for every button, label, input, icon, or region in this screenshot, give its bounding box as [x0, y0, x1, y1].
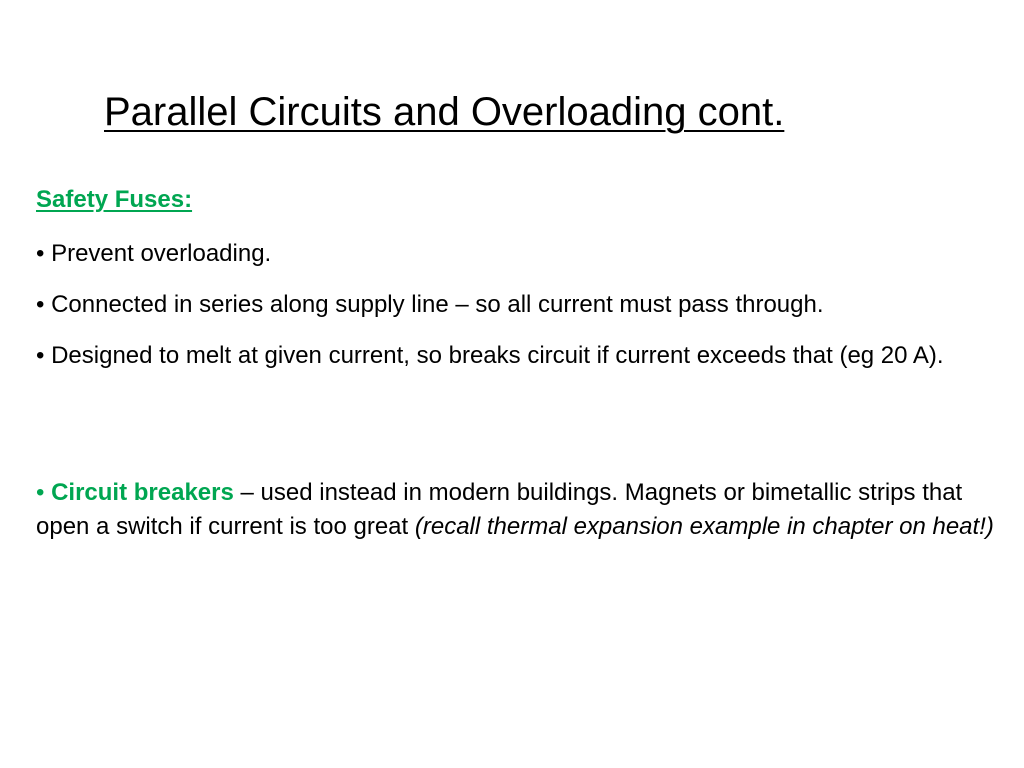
- circuit-breakers-term: Circuit breakers: [51, 479, 234, 506]
- slide-title: Parallel Circuits and Overloading cont.: [104, 90, 785, 134]
- bullet-text: Prevent overloading.: [51, 240, 272, 267]
- bullet-circuit-breakers: [36, 476, 1011, 544]
- bullet-designed-to-melt: [36, 339, 1011, 373]
- section-heading: Safety Fuses:: [36, 186, 193, 213]
- bullet-prevent-overloading: [36, 237, 1011, 271]
- bullet-marker: •: [36, 240, 45, 267]
- circuit-breakers-text: – used instead in modern buildings. Magnets or bimetallic strips that open a switch if current is too great: [36, 479, 963, 540]
- bullet-marker: •: [36, 479, 45, 506]
- bullet-marker: •: [36, 342, 45, 369]
- bullet-text: Connected in series along supply line – so all current must pass through.: [51, 291, 824, 318]
- bullet-text: Designed to melt at given current, so breaks circuit if current exceeds that (eg 20 A).: [51, 342, 944, 369]
- bullet-connected-in-series: [36, 288, 1011, 322]
- circuit-breakers-note: (recall thermal expansion example in chapter on heat!): [414, 513, 994, 540]
- bullet-marker: •: [36, 291, 45, 318]
